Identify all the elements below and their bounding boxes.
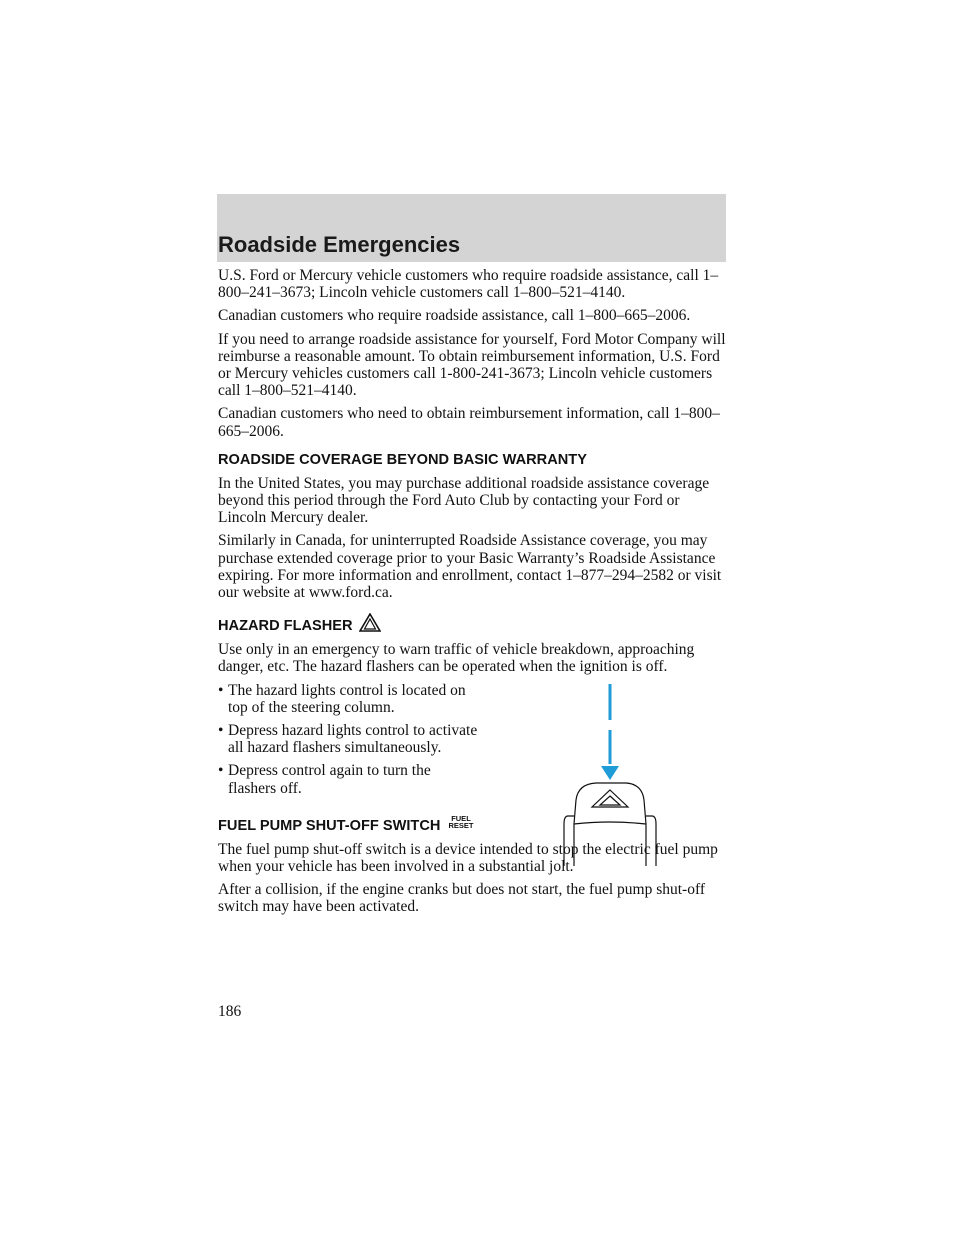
bullet-icon: • — [218, 762, 224, 780]
paragraph-fuel-collision: After a collision, if the engine cranks but does not start, the fuel pump shut-off switch may have been activated. — [218, 881, 705, 916]
list-item — [218, 762, 478, 796]
bullet-text: The hazard lights control is located on top of the steering column. — [228, 681, 466, 716]
page-title: Roadside Emergencies — [218, 232, 461, 257]
pointer-arrow-icon — [601, 684, 619, 780]
hazard-switch-drawing — [564, 783, 656, 866]
coverage-heading: ROADSIDE COVERAGE BEYOND BASIC WARRANTY — [218, 451, 587, 468]
paragraph-fuel-switch: The fuel pump shut-off switch is a device intended to stop the electric fuel pump when your vehicle has been involved in a substantial jolt. — [218, 840, 718, 876]
list-item — [218, 722, 478, 756]
paragraph-canada-assistance: Canadian customers who require roadside assistance, call 1–800–665–2006. — [218, 307, 691, 325]
paragraph-canada-reimbursement: Canadian customers who need to obtain reimbursement information, call 1–800–665–2006. — [218, 405, 720, 440]
page-content — [218, 267, 730, 922]
paragraph-us-assistance: U.S. Ford or Mercury vehicle customers who require roadside assistance, call 1–800–241–3673; Lincoln vehicle customers call 1–800–521–4140. — [218, 267, 719, 302]
hazard-heading — [218, 613, 730, 635]
hazard-switch-illustration — [556, 682, 666, 868]
page-number: 186 — [218, 1003, 242, 1020]
fuel-reset-label-line2: RESET — [448, 820, 474, 830]
list-item — [218, 682, 478, 716]
fuel-reset-icon — [448, 815, 473, 829]
paragraph-us-coverage: In the United States, you may purchase additional roadside assistance coverage beyond this period through the Ford Auto Club by contacting your Ford or Lincoln Mercury dealer. — [218, 474, 710, 527]
fuel-pump-heading-text: FUEL PUMP SHUT-OFF SWITCH — [218, 817, 441, 834]
warning-triangle-icon — [359, 613, 381, 632]
hazard-section — [218, 682, 730, 797]
hazard-heading-text: HAZARD FLASHER — [218, 618, 353, 635]
bullet-icon: • — [218, 722, 224, 740]
paragraph-canada-coverage: Similarly in Canada, for uninterrupted Roadside Assistance coverage, you may purchase extended coverage prior to your Basic Warranty’s Roadside Assistance expiring. For more information and enrollment, contact 1–877–294–2582 or visit our website at www.ford.ca. — [218, 532, 722, 602]
hazard-bullet-list — [218, 682, 478, 797]
bullet-icon: • — [218, 681, 224, 699]
bullet-text: Depress hazard lights control to activate all hazard flashers simultaneously. — [228, 722, 478, 757]
paragraph-hazard-intro: Use only in an emergency to warn traffic of vehicle breakdown, approaching danger, etc. The hazard flashers can be operated when the ignition is off. — [218, 641, 695, 676]
fuel-reset-label-line1: FUEL — [451, 813, 471, 823]
bullet-text: Depress control again to turn the flashers off. — [228, 762, 431, 797]
paragraph-reimbursement: If you need to arrange roadside assistance for yourself, Ford Motor Company will reimburse a reasonable amount. To obtain reimbursement information, U.S. Ford or Mercury vehicles customers call 1-800-241-3673; Lincoln vehicle customers call 1–800–521–4140. — [218, 330, 726, 400]
